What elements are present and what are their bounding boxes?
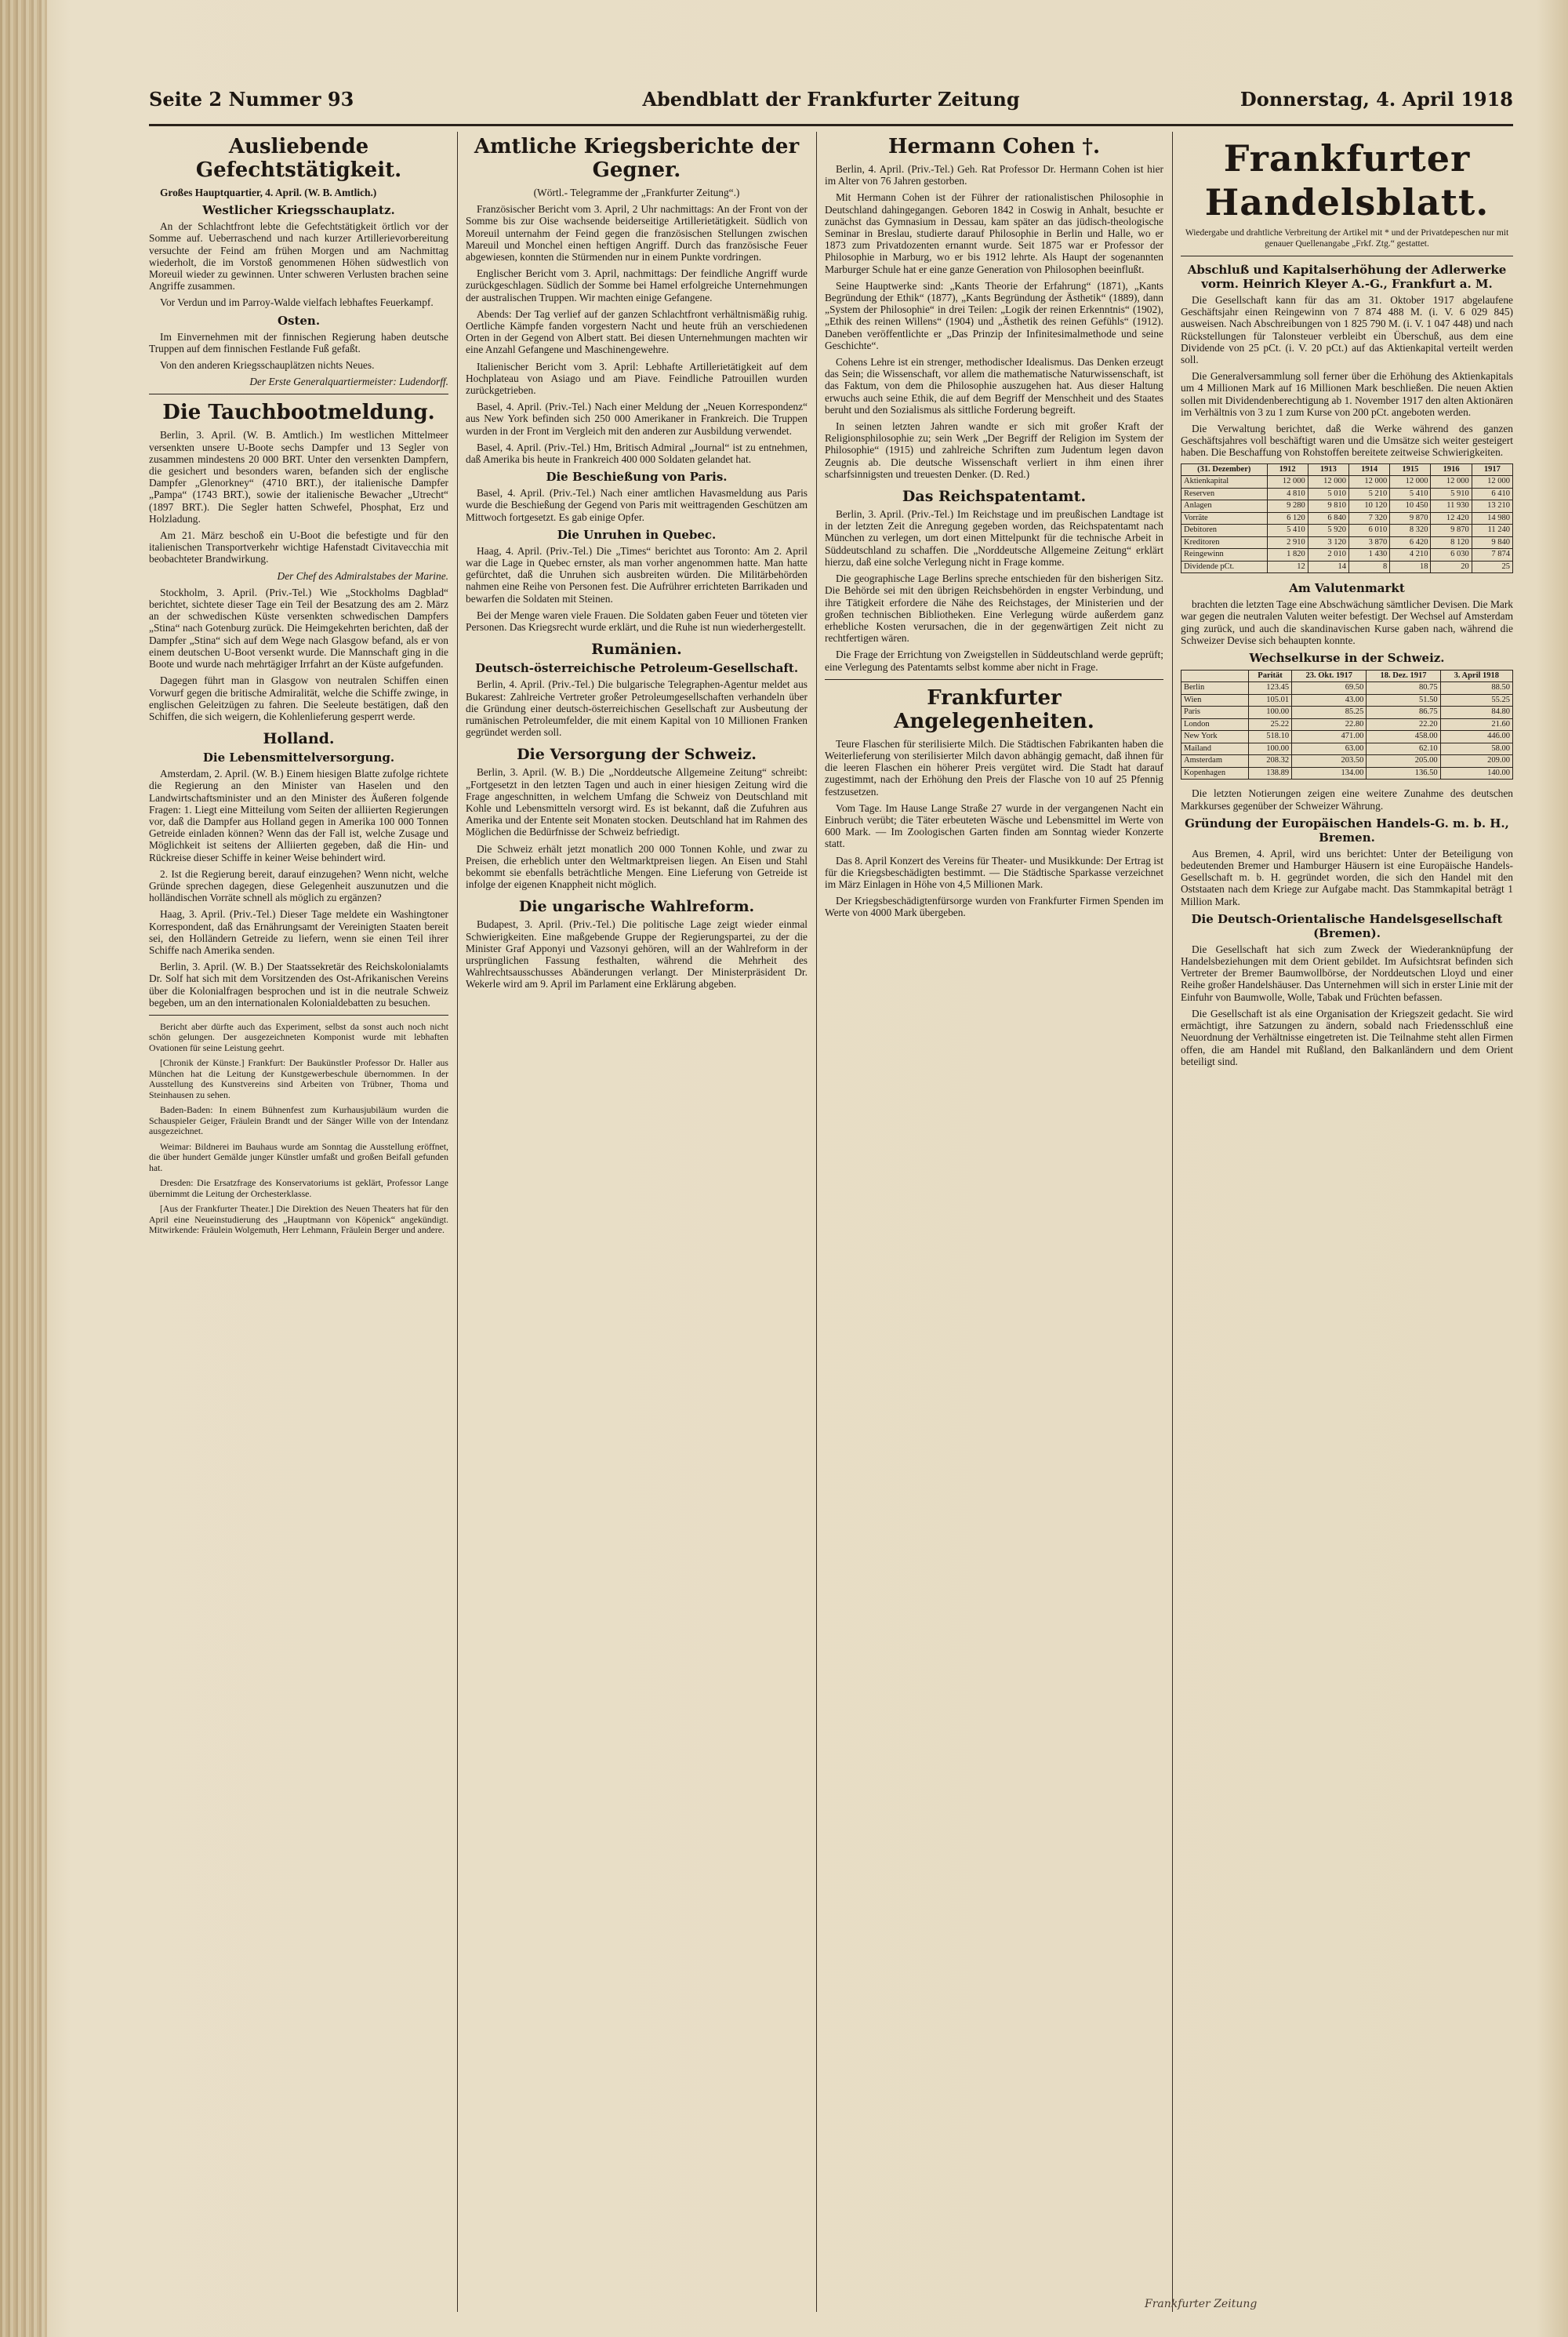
- section-heading: Westlicher Kriegsschauplatz.: [202, 203, 395, 218]
- table-cell: 446.00: [1440, 731, 1512, 743]
- table-cell: 100.00: [1249, 707, 1292, 719]
- table-cell: 2 010: [1308, 549, 1348, 562]
- paragraph: Im Einvernehmen mit der finnischen Regierung haben deutsche Truppen auf dem finnischen Festlande Fuß gefaßt.: [149, 330, 448, 354]
- table-cell: London: [1181, 718, 1249, 731]
- table-cell: 11 930: [1431, 500, 1472, 513]
- table-body: [1181, 682, 1513, 780]
- table-cell: 209.00: [1440, 755, 1512, 768]
- paragraph: Berlin, 3. April. (W. B.) Der Staatssekretär des Reichskolonialamts Dr. Solf hat sich mit dem Vorsitzenden des Ost-Afrikanischen Vereins über die Kolonialfragen besprochen und ist in die neutrale Schweiz begeben, um an den internationalen Kolonialdebatten zu besuchen.: [149, 961, 448, 1009]
- table-cell: 140.00: [1440, 767, 1512, 780]
- paragraph: Teure Flaschen für sterilisierte Milch. Die Städtischen Fabrikanten haben die Weiterlieferung von sterilisierter Milch davon abhängig gemacht, daß ihnen für die leeren Flaschen ein höherer Preis vergütet wird. Die Stadt hat darauf zugestimmt, nach der Erhöhung den Preis der Flasche von 10 auf 25 Pfennig festzusetzen.: [825, 737, 1163, 798]
- feuilleton-paragraph: Baden-Baden: In einem Bühnenfest zum Kurhausjubiläum wurden die Schauspieler Geiger, Fräulein Brandt und der Sänger Wille von der Intendanz ausgezeichnet.: [149, 1104, 448, 1137]
- paragraph: Basel, 4. April. (Priv.-Tel.) Nach einer Meldung der „Neuen Korrespondenz“ aus New York befinden sich 250 000 Amerikaner in Frankreich. Die Truppen wurden in der Front im Vergleich mit den anderen zur Ausbildung verwendet.: [466, 401, 808, 437]
- table-cell: 5 210: [1349, 488, 1390, 500]
- table-cell: 1 430: [1349, 549, 1390, 562]
- paragraph: brachten die letzten Tage eine Abschwächung sämtlicher Devisen. Die Mark war gegen die neutralen Valuten weiter befestigt. Der Wechsel auf Amsterdam ging zurück, und auch die skandinavischen Kurse gaben nach, während die Schweizer Devise sich behaupten konnte.: [1181, 598, 1513, 646]
- table-header-row: [1181, 670, 1513, 682]
- article-heading: Abschluß und Kapitalserhöhung der Adlerwerke vorm. Heinrich Kleyer A.-G., Frankfurt a. M.: [1187, 263, 1507, 291]
- dateline: Großes Hauptquartier, 4. April. (W. B. Amtlich.): [160, 187, 377, 198]
- table-row: [1181, 536, 1513, 549]
- section-heading: Holland.: [263, 730, 335, 748]
- table-header-cell: Parität: [1249, 670, 1292, 682]
- table-cell: 12 420: [1431, 512, 1472, 525]
- table-cell: 7 874: [1472, 549, 1512, 562]
- column-1: [149, 132, 448, 2312]
- table-cell: 2 910: [1267, 536, 1308, 549]
- table-row: [1181, 755, 1513, 768]
- table-header-cell: [1181, 670, 1249, 682]
- article-title: Frankfurter Angelegenheiten.: [894, 685, 1094, 733]
- feuilleton-paragraph: Weimar: Bildnerei im Bauhaus wurde am Sonntag die Ausstellung eröffnet, die über hundert Gemälde junger Künstler umfaßt und großen Beifall gefunden hat.: [149, 1140, 448, 1173]
- table-cell: Amsterdam: [1181, 755, 1249, 768]
- paragraph: Das 8. April Konzert des Vereins für Theater- und Musikkunde: Der Ertrag ist für die Kriegsbeschädigten bestimmt. — Die Städtische Sparkasse verzeichnet im März Einlagen in Höhe von 4,5 Millionen Mark.: [825, 854, 1163, 890]
- table-cell: 100.00: [1249, 743, 1292, 755]
- table-cell: 105.01: [1249, 694, 1292, 707]
- table-cell: 9 840: [1472, 536, 1512, 549]
- table-cell: 62.10: [1367, 743, 1440, 755]
- table-header-cell: 18. Dez. 1917: [1367, 670, 1440, 682]
- table-row: [1181, 500, 1513, 513]
- table-row: [1181, 561, 1513, 573]
- column-4: [1181, 132, 1513, 2312]
- column-divider: [457, 132, 458, 2312]
- paragraph: Die geographische Lage Berlins spreche entschieden für den bisherigen Sitz. Die Behörde sei mit den übrigen Reichsbehörden in engster Verbindung, und ihre Tätigkeit erfordere die Nähe des Reichstages, der Ministerien und der großen technischen Bibliotheken. Eine Verlegung würde außerdem ganz erhebliche Kosten verursachen, die in der gegenwärtigen Zeit nicht zu rechtfertigen wären.: [825, 572, 1163, 645]
- paragraph: Seine Hauptwerke sind: „Kants Theorie der Erfahrung“ (1871), „Kants Begründung der Ethik“ (1877), „Kants Begründung der Ästhetik“ (1889), dann „System der Philosophie“ in drei Teilen: „Logik der reinen Erkenntnis“ (1902), „Ethik des reinen Willens“ (1904) und „Ästhetik des reinen Gefühls“ (1912). Daneben veröffentlichte er „Das Prinzip der Infinitesimalmethode und seine Geschichte“.: [825, 279, 1163, 351]
- table-row: [1181, 731, 1513, 743]
- table-row: [1181, 682, 1513, 695]
- feuilleton-paragraph: [Chronik der Künste.] Frankfurt: Der Baukünstler Professor Dr. Haller aus München hat die Leitung der Kunstgewerbeschule übernommen. In der Ausstellung des Kunstvereins sind Arbeiten von Trübner, Thoma und Steinhausen zu sehen.: [149, 1057, 448, 1100]
- table-cell: Debitoren: [1181, 525, 1268, 537]
- table-cell: 208.32: [1249, 755, 1292, 768]
- table-cell: 12 000: [1472, 476, 1512, 489]
- table-body: [1181, 476, 1513, 573]
- table-cell: 9 280: [1267, 500, 1308, 513]
- paragraph: Cohens Lehre ist ein strenger, methodischer Idealismus. Das Denken erzeugt das Sein; die Wissenschaft, vor allem die mathematische Naturwissenschaft, ist das Faktum, von dem die Philosophie auszugehen hat. Aus dieser Haltung erwuchs auch seine Ethik, die auf dem Begriff der Menschheit und des Staates beruht und den Sozialismus als sittliche Forderung begreift.: [825, 356, 1163, 416]
- table-cell: Anlagen: [1181, 500, 1268, 513]
- table-header-cell: 1917: [1472, 463, 1512, 476]
- table-cell: 6 420: [1390, 536, 1431, 549]
- column-2: [466, 132, 808, 2312]
- table-cell: Reserven: [1181, 488, 1268, 500]
- table-row: [1181, 694, 1513, 707]
- table-header-cell: (31. Dezember): [1181, 463, 1268, 476]
- article-title: Hermann Cohen †.: [887, 135, 1101, 158]
- table-cell: 138.89: [1249, 767, 1292, 780]
- feuilleton-paragraph: Bericht aber dürfte auch das Experiment, selbst da sonst auch noch nicht schön gelungen. Der ausgezeichneten Komponist wurde mit lebhaften Ovationen für seine Leistung geehrt.: [149, 1020, 448, 1053]
- table-cell: 458.00: [1367, 731, 1440, 743]
- paragraph: Berlin, 4. April. (Priv.-Tel.) Geh. Rat Professor Dr. Hermann Cohen ist hier im Alter von 76 Jahren gestorben.: [825, 163, 1163, 187]
- table-cell: Reingewinn: [1181, 549, 1268, 562]
- section-heading: Das Reichspatentamt.: [902, 488, 1087, 506]
- table-cell: 6 840: [1308, 512, 1348, 525]
- table-cell: Kreditoren: [1181, 536, 1268, 549]
- table-header-cell: 1916: [1431, 463, 1472, 476]
- table-cell: Berlin: [1181, 682, 1249, 695]
- table-cell: Vorräte: [1181, 512, 1268, 525]
- masthead-note: Wiedergabe und drahtliche Verbreitung der Artikel mit * und der Privatdepeschen nur mit genauer Quellenangabe „Frkf. Ztg.“ gestattet.: [1185, 228, 1509, 249]
- article-title: Ausliebende Gefechtstätigkeit.: [195, 135, 402, 182]
- table-cell: 12 000: [1390, 476, 1431, 489]
- table-cell: 9 870: [1431, 525, 1472, 537]
- table-cell: 5 410: [1390, 488, 1431, 500]
- paragraph: In seinen letzten Jahren wandte er sich mit großer Kraft der Religionsphilosophie zu; sein Werk „Der Begriff der Religion im System der Philosophie“ (1915) und zahlreiche Schriften zum Judentum legen davon Zeugnis ab. Die deutsche Wissenschaft verliert in ihm einen ihrer scharfsinnigsten und treuesten Denker. (D. Red.): [825, 420, 1163, 480]
- table-row: [1181, 512, 1513, 525]
- table-cell: 7 320: [1349, 512, 1390, 525]
- table-cell: 1 820: [1267, 549, 1308, 562]
- table-cell: 10 120: [1349, 500, 1390, 513]
- paragraph: Englischer Bericht vom 3. April, nachmittags: Der feindliche Angriff wurde zurückgeschlagen. Südlich der Somme bei Hamel erfolgreiche Unternehmungen der australischen Truppen. Wir machten einige Gefangene.: [466, 267, 808, 303]
- table-header-cell: 23. Okt. 1917: [1292, 670, 1367, 682]
- table-cell: 10 450: [1390, 500, 1431, 513]
- paragraph: Berlin, 3. April. (W. B.) Die „Norddeutsche Allgemeine Zeitung“ schreibt: „Fortgesetzt in den letzten Tagen und auch in einer hiesigen Zeitung wird die Frage angeschnitten, in welchem Umfang die Schweiz von Deutschland mit Kohle und Lebensmitteln versorgt wird. Es ist bekannt, daß die Zufuhren aus Amerika und der Entente seit Monaten stocken. Deutschland hat im Rahmen des Möglichen die Bedürfnisse der Schweiz befriedigt.: [466, 766, 808, 838]
- paragraph: Basel, 4. April. (Priv.-Tel.) Hm, Britisch Admiral „Journal“ ist zu entnehmen, daß Amerika bis heute in Frankreich 400 000 Soldaten gelandet hat.: [466, 441, 808, 466]
- paragraph: Die Gesellschaft ist als eine Organisation der Kriegszeit gedacht. Sie wird ermächtigt, ihre Satzungen zu ändern, sobald nach Friedensschluß eine Neuordnung der Verhältnisse eingetreten ist. Die Teilnahme steht allen Firmen offen, die am Handel mit Rußland, den Balkanländern und dem Orient beteiligt sind.: [1181, 1007, 1513, 1067]
- table-row: [1181, 525, 1513, 537]
- table-cell: Paris: [1181, 707, 1249, 719]
- table-cell: 5 910: [1431, 488, 1472, 500]
- table-cell: 8 120: [1431, 536, 1472, 549]
- table-cell: 136.50: [1367, 767, 1440, 780]
- table-cell: 51.50: [1367, 694, 1440, 707]
- table-row: [1181, 767, 1513, 780]
- table-cell: 84.80: [1440, 707, 1512, 719]
- table-header-cell: 1913: [1308, 463, 1348, 476]
- section-heading: Die Beschießung von Paris.: [546, 470, 728, 485]
- table-cell: 58.00: [1440, 743, 1512, 755]
- newspaper-edition-title: Abendblatt der Frankfurter Zeitung: [642, 88, 1020, 111]
- table-cell: 25.22: [1249, 718, 1292, 731]
- paragraph: Die Verwaltung berichtet, daß die Werke während des ganzen Geschäftsjahres voll beschäftigt waren und die Umsätze sich weiter gesteigert haben. Die Beschaffung von Rohstoffen bereitete zeitweise Schwierigkeiten.: [1181, 423, 1513, 459]
- table-cell: 22.80: [1292, 718, 1367, 731]
- table-cell: 9 870: [1390, 512, 1431, 525]
- table-cell: 4 810: [1267, 488, 1308, 500]
- table-cell: 5 010: [1308, 488, 1348, 500]
- table-cell: 6 010: [1349, 525, 1390, 537]
- table-cell: 8 320: [1390, 525, 1431, 537]
- divider: [825, 679, 1163, 680]
- paragraph: Amsterdam, 2. April. (W. B.) Einem hiesigen Blatte zufolge richtete die Regierung an den Minister van Haselen und den Landwirtschaftsminister und an den Minister des Äußeren folgende Fragen: 1. Liegt eine Mitteilung vom Seiten der alliierten Regierungen vor, daß die Dampfer aus Holland gegen in Amerika 100 000 Tonnen Getreide einladen können? Wenn das der Fall ist, welche Zusage und Möglichkeit ist seitens der Alliierten gegeben, daß die Hin- und Rückreise dieser Schiffe in keiner Weise behindert wird.: [149, 768, 448, 863]
- table-cell: 14 980: [1472, 512, 1512, 525]
- article-heading: Die Deutsch-Orientalische Handelsgesellschaft (Bremen).: [1191, 911, 1503, 940]
- table-cell: 12: [1267, 561, 1308, 573]
- table-row: [1181, 743, 1513, 755]
- table-cell: 9 810: [1308, 500, 1348, 513]
- paragraph: Die letzten Notierungen zeigen eine weitere Zunahme des deutschen Markkurses gegenüber der Schweizer Währung.: [1181, 787, 1513, 812]
- table-cell: 88.50: [1440, 682, 1512, 695]
- paragraph: Französischer Bericht vom 3. April, 2 Uhr nachmittags: An der Front von der Somme bis zur Oise wachsende beiderseitige Artillerietätigkeit. Südlich von Moreuil unternahm der Feind gegen die französischen Stellungen zwischen Mareuil und Monchel einen heftigen Angriff. Durch das französische Feuer abgewiesen, konnten die Stürmenden nur in einem Punkte vordringen.: [466, 203, 808, 264]
- paragraph: Berlin, 4. April. (Priv.-Tel.) Die bulgarische Telegraphen-Agentur meldet aus Bukarest: Zahlreiche Vertreter großer Petroleumgesellschaften verhandeln über die Gründung einer deutsch-österreichischen Gesellschaft zur Ausbeutung der rumänischen Petroleumfelder, die mit einem Kapital von 10 Millionen Franken gegründet werden soll.: [466, 678, 808, 739]
- column-divider: [1172, 132, 1173, 2312]
- page-date: Donnerstag, 4. April 1918: [1240, 88, 1513, 111]
- table-row: [1181, 476, 1513, 489]
- table-cell: 22.20: [1367, 718, 1440, 731]
- feuilleton-paragraph: Dresden: Die Ersatzfrage des Konservatoriums ist geklärt, Professor Lange übernimmt die Leitung der Orchesterklasse.: [149, 1177, 448, 1199]
- table-cell: 20: [1431, 561, 1472, 573]
- table-cell: 69.50: [1292, 682, 1367, 695]
- table-cell: 13 210: [1472, 500, 1512, 513]
- table-cell: 12 000: [1267, 476, 1308, 489]
- paragraph: Berlin, 3. April. (Priv.-Tel.) Im Reichstage und im preußischen Landtage ist in der letzten Zeit die Anregung gegeben worden, das Reichspatentamt nach München zu verlegen, um dort einen Mittelpunkt für die technische Arbeit in Süddeutschland zu schaffen. Die „Norddeutsche Allgemeine Zeitung“ erklärt hierzu, daß eine solche Verlegung nicht in Frage komme.: [825, 508, 1163, 568]
- section-heading: Die ungarische Wahlreform.: [518, 898, 755, 916]
- table-cell: 85.25: [1292, 707, 1367, 719]
- table-cell: 203.50: [1292, 755, 1367, 768]
- table-cell: 5 920: [1308, 525, 1348, 537]
- table-cell: 471.00: [1292, 731, 1367, 743]
- paragraph: Die Gesellschaft kann für das am 31. Oktober 1917 abgelaufene Geschäftsjahr einen Reingewinn von 7 874 488 M. (i. V. 6 029 845) ausweisen. Nach Abschreibungen von 1 825 790 M. (i. V. 1 047 448) und nach Rückstellungen für Talonsteuer verbleibt ein Überschuß, aus dem eine Dividende von 25 pCt. (i. V. 20 pCt.) auf das Aktienkapital verteilt werden soll.: [1181, 294, 1513, 366]
- table-cell: 6 120: [1267, 512, 1308, 525]
- exchange-rate-table: [1181, 670, 1513, 780]
- signature: Der Chef des Admiralstabes der Marine.: [277, 569, 448, 582]
- column-3: [825, 132, 1163, 2312]
- balance-table: [1181, 463, 1513, 574]
- paragraph: Bei der Menge waren viele Frauen. Die Soldaten gaben Feuer und töteten vier Personen. Das Kriegsrecht wurde erklärt, und die Ruhe ist nun wiederhergestellt.: [466, 609, 808, 634]
- paragraph: Budapest, 3. April. (Priv.-Tel.) Die politische Lage zeigt wieder einmal Schwierigkeiten. Eine maßgebende Gruppe der Regierungspartei, zu der die Minister Graf Apponyi und Vazsonyi gehören, will an der Wahlreform in der ursprünglichen Fassung festhalten, während die Mehrheit des Wahlrechtsausschusses Abänderungen verlangt. Der Ministerpräsident Dr. Wekerle wird am 9. April im Parlament eine Erklärung abgeben.: [466, 918, 808, 990]
- table-row: [1181, 488, 1513, 500]
- table-cell: 6 410: [1472, 488, 1512, 500]
- table-header-cell: 1912: [1267, 463, 1308, 476]
- table-cell: 14: [1308, 561, 1348, 573]
- paragraph: Die Gesellschaft hat sich zum Zweck der Wiederanknüpfung der Handelsbeziehungen mit dem Orient gebildet. Im Aufsichtsrat befinden sich Vertreter der Bremer Baumwollbörse, der Norddeutschen Lloyd und einer Reihe großer Handelshäuser. Das Unternehmen will sich in erster Linie mit der Einfuhr von Baumwolle, Wolle, Tabak und Früchten befassen.: [1181, 943, 1513, 1003]
- page-number: Seite 2 Nummer 93: [149, 88, 354, 111]
- paragraph: Von den anderen Kriegsschauplätzen nichts Neues.: [160, 359, 375, 372]
- table-cell: 63.00: [1292, 743, 1367, 755]
- table-cell: 11 240: [1472, 525, 1512, 537]
- header-rule: [149, 124, 1513, 126]
- paragraph: Haag, 3. April. (Priv.-Tel.) Dieser Tage meldete ein Washingtoner Korrespondent, daß das Ernährungsamt der Vereinigten Staaten bereit sei, den Holländern Getreide zu liefern, wenn sie einen Teil ihrer Schiffe nach Amerika senden.: [149, 908, 448, 956]
- table-cell: 12 000: [1431, 476, 1472, 489]
- article-heading: Am Valutenmarkt: [1289, 581, 1405, 596]
- signature: Der Erste Generalquartiermeister: Ludendorff.: [249, 376, 448, 388]
- section-heading: Osten.: [277, 313, 321, 328]
- column-divider: [816, 132, 817, 2312]
- paragraph: Der Kriegsbeschädigtenfürsorge wurden von Frankfurter Firmen Spenden im Werte von 4000 Mark übergeben.: [825, 895, 1163, 919]
- section-heading: Die Unruhen in Quebec.: [557, 527, 717, 542]
- paragraph: Die Frage der Errichtung von Zweigstellen in Süddeutschland werde geprüft; eine Verlegung des Patentamts selbst komme aber nicht in Frage.: [825, 649, 1163, 673]
- table-cell: Wien: [1181, 694, 1249, 707]
- table-cell: 8: [1349, 561, 1390, 573]
- sub-heading: Deutsch-österreichische Petroleum-Gesellschaft.: [474, 661, 799, 676]
- table-cell: 80.75: [1367, 682, 1440, 695]
- table-cell: Aktienkapital: [1181, 476, 1268, 489]
- table-header-cell: 1914: [1349, 463, 1390, 476]
- sub-heading: Die Lebensmittelversorgung.: [202, 751, 395, 765]
- table-header-cell: 3. April 1918: [1440, 670, 1512, 682]
- paragraph: Vom Tage. Im Hause Lange Straße 27 wurde in der vergangenen Nacht ein Einbruch verübt; die Täter erbeuteten Wäsche und Lebensmittel im Werte von 600 Mark. — Im Zoologischen Garten finden am Sonntag wieder Konzerte statt.: [825, 801, 1163, 850]
- paragraph: Basel, 4. April. (Priv.-Tel.) Nach einer amtlichen Havasmeldung aus Paris wurde die Beschießung der Gegend von Paris mit weittragenden Geschützen am Mittwoch fortgesetzt. Es gab einige Opfer.: [466, 487, 808, 523]
- table-cell: 25: [1472, 561, 1512, 573]
- article-title: Amtliche Kriegsberichte der Gegner.: [474, 135, 800, 182]
- table-cell: 3 870: [1349, 536, 1390, 549]
- table-cell: Mailand: [1181, 743, 1249, 755]
- table-row: [1181, 707, 1513, 719]
- paragraph: Stockholm, 3. April. (Priv.-Tel.) Wie „Stockholms Dagblad“ berichtet, sichtete dieser Tage ein Teil der Besatzung des am 2. März an der schwedischen Küste versenkten schwedischen Dampfers „Stina“ nach Gotenburg zurück. Die Heimgekehrten berichten, daß der Dampfer „Stina“ sich auf dem Wege nach Glasgow befand, als er von einem deutschen U-Boot versenkt wurde. Die Mannschaft ging in die Boote und wurde nach mehrtägiger Irrfahrt an der Küste aufgefunden.: [149, 586, 448, 671]
- source-note: (Wörtl.- Telegramme der „Frankfurter Zeitung“.): [533, 187, 740, 198]
- table-cell: 5 410: [1267, 525, 1308, 537]
- paragraph: An der Schlachtfront lebte die Gefechtstätigkeit örtlich vor der Somme auf. Ueberraschend und nach kurzer Artillerievorbereitung versuchte der Feind am frühen Morgen und am Nachmittag wiederholt, die im Vorstoß genommenen Höhen südwestlich von Moreuil wieder zu gewinnen. Unter schweren Verlusten brachen seine Angriffe zusammen.: [149, 220, 448, 293]
- divider: [149, 1015, 448, 1016]
- table-cell: 12 000: [1349, 476, 1390, 489]
- paragraph: Die Generalversammlung soll ferner über die Erhöhung des Aktienkapitals um 4 Millionen Mark auf 16 Millionen Mark beschließen. Die neuen Aktien sollen mit Dividendenberechtigung ab 1. November 1917 den alten Aktionären im Verhältnis von 3 zu 1 zum Kurse von 200 pCt. angeboten werden.: [1181, 370, 1513, 418]
- page-binding-edge: [0, 0, 47, 2337]
- paragraph: Am 21. März beschoß ein U-Boot die befestigte und für den italienischen Transportverkehr wichtige Hafenstadt Civitavecchia mit beobachteter Brandwirkung.: [149, 529, 448, 565]
- paragraph: Vor Verdun und im Parroy-Walde vielfach lebhaftes Feuerkampf.: [160, 296, 434, 309]
- table-header-cell: 1915: [1390, 463, 1431, 476]
- table-cell: 123.45: [1249, 682, 1292, 695]
- paragraph: 2. Ist die Regierung bereit, darauf einzugehen? Wenn nicht, welche Gründe sprechen dagegen, diese Gelegenheit auszunutzen und die holländischen Vorräte schnell als möglich zu ergänzen?: [149, 867, 448, 904]
- table-cell: 12 000: [1308, 476, 1348, 489]
- page-header: [149, 88, 1513, 119]
- table-cell: Kopenhagen: [1181, 767, 1249, 780]
- section-heading: Die Versorgung der Schweiz.: [517, 746, 757, 764]
- table-cell: 3 120: [1308, 536, 1348, 549]
- section-heading: Rumänien.: [591, 641, 682, 659]
- table-cell: Dividende pCt.: [1181, 561, 1268, 573]
- table-cell: 86.75: [1367, 707, 1440, 719]
- table-cell: 21.60: [1440, 718, 1512, 731]
- table-header-row: [1181, 463, 1513, 476]
- table-row: [1181, 718, 1513, 731]
- paragraph: Aus Bremen, 4. April, wird uns berichtet: Unter der Beteiligung von bedeutenden Bremer und Hamburger Häusern ist eine Europäische Handels-Gesellschaft m. b. H. gegründet worden, die sich den Handel mit den Oststaaten nach dem Kriege zur Aufgabe macht. Das Stammkapital beträgt 1 Million Mark.: [1181, 847, 1513, 907]
- table-cell: 518.10: [1249, 731, 1292, 743]
- paragraph: Mit Hermann Cohen ist der Führer der rationalistischen Philosophie in Deutschland dahingegangen. Geboren 1842 in Coswig in Anhalt, besuchte er zunächst das Gymnasium in Dessau, kam später an das jüdisch-theologische Seminar in Breslau, studierte darauf Philosophie in Berlin und Halle, wo er 1873 zum Privatdozenten ernannt wurde. Seit 1875 war er Professor der Philosophie in Marburg, wo er bis 1912 lehrte. Als Haupt der sogenannten Marburger Schule hat er eine ganze Generation von Philosophen beeinflußt.: [825, 191, 1163, 275]
- table-cell: 134.00: [1292, 767, 1367, 780]
- paragraph: Italienischer Bericht vom 3. April: Lebhafte Artillerietätigkeit auf dem Hochplateau von Asiago und am Piave. Feindliche Patrouillen wurden zurückgetrieben.: [466, 360, 808, 397]
- table-cell: 18: [1390, 561, 1431, 573]
- table-cell: 205.00: [1367, 755, 1440, 768]
- section-masthead: Frankfurter Handelsblatt.: [1204, 137, 1490, 224]
- article-heading: Gründung der Europäischen Handels-G. m. b. H., Bremen.: [1185, 816, 1509, 845]
- table-cell: 4 210: [1390, 549, 1431, 562]
- paragraph: Abends: Der Tag verlief auf der ganzen Schlachtfront verhältnismäßig ruhig. Oertliche Kämpfe fanden vorgestern Nacht und heute früh an verschiedenen Orten in der Gegend von Albert statt. Bei diesen Unternehmungen machten wir eine Anzahl Gefangene und Maschinengewehre.: [466, 307, 808, 356]
- table-row: [1181, 549, 1513, 562]
- table-cell: New York: [1181, 731, 1249, 743]
- table-cell: 6 030: [1431, 549, 1472, 562]
- paragraph: Berlin, 3. April. (W. B. Amtlich.) Im westlichen Mittelmeer versenkten unsere U-Boote sechs Dampfer und 13 Segler von zusammen mindestens 20 000 BRT. Unter den versenkten Dampfern, die gesichert und besonders waren, befanden sich der englische Dampfer „Glenorkney“ (4710 BRT.), der italienische Dampfer „Pampa“ (1743 BRT.), sowie der italienische Bewacher „Utrecht“ (1897 BRT.). Die Segler hatten Schwefel, Phosphat, Erz und Holzladung.: [149, 429, 448, 525]
- feuilleton-paragraph: [Aus der Frankfurter Theater.] Die Direktion des Neuen Theaters hat für den April eine Neueinstudierung des „Hauptmann von Köpenick“ angekündigt. Mitwirkende: Fräulein Wolgemuth, Herr Lehmann, Fräulein Berger und andere.: [149, 1203, 448, 1236]
- table-title: Wechselkurse in der Schweiz.: [1249, 650, 1445, 665]
- table-cell: 55.25: [1440, 694, 1512, 707]
- table-cell: 43.00: [1292, 694, 1367, 707]
- article-title: Die Tauchbootmeldung.: [162, 401, 435, 425]
- paragraph: Die Schweiz erhält jetzt monatlich 200 000 Tonnen Kohle, und zwar zu Preisen, die erheblich unter den Weltmarktpreisen liegen. An Eisen und Stahl bekommt sie ebenfalls beträchtliche Mengen. Eine Lieferung von Getreide ist infolge der eigenen Knappheit nicht möglich.: [466, 842, 808, 891]
- paragraph: Haag, 4. April. (Priv.-Tel.) Die „Times“ berichtet aus Toronto: Am 2. April war die Lage in Quebec ernster, als man vorher angenommen hatte. Man hatte gefürchtet, daß die Unruhen sich ausbreiten würden. Die Militärbehörden nahmen eine Reihe von Personen fest. Die Aufrührer errichteten Barrikaden und bewarfen die Soldaten mit Steinen.: [466, 544, 808, 605]
- paragraph: Dagegen führt man in Glasgow von neutralen Schiffen einen Vorwurf gegen die britische Admiralität, welche die Schiffe zwinge, in englischen Geleitzügen zu fahren. Die Seeleute bestätigen, daß den Schiffen, die sich weigern, die Kohlenlieferung gesperrt werde.: [149, 674, 448, 722]
- archive-stamp: Frankfurter Zeitung: [1145, 2298, 1258, 2310]
